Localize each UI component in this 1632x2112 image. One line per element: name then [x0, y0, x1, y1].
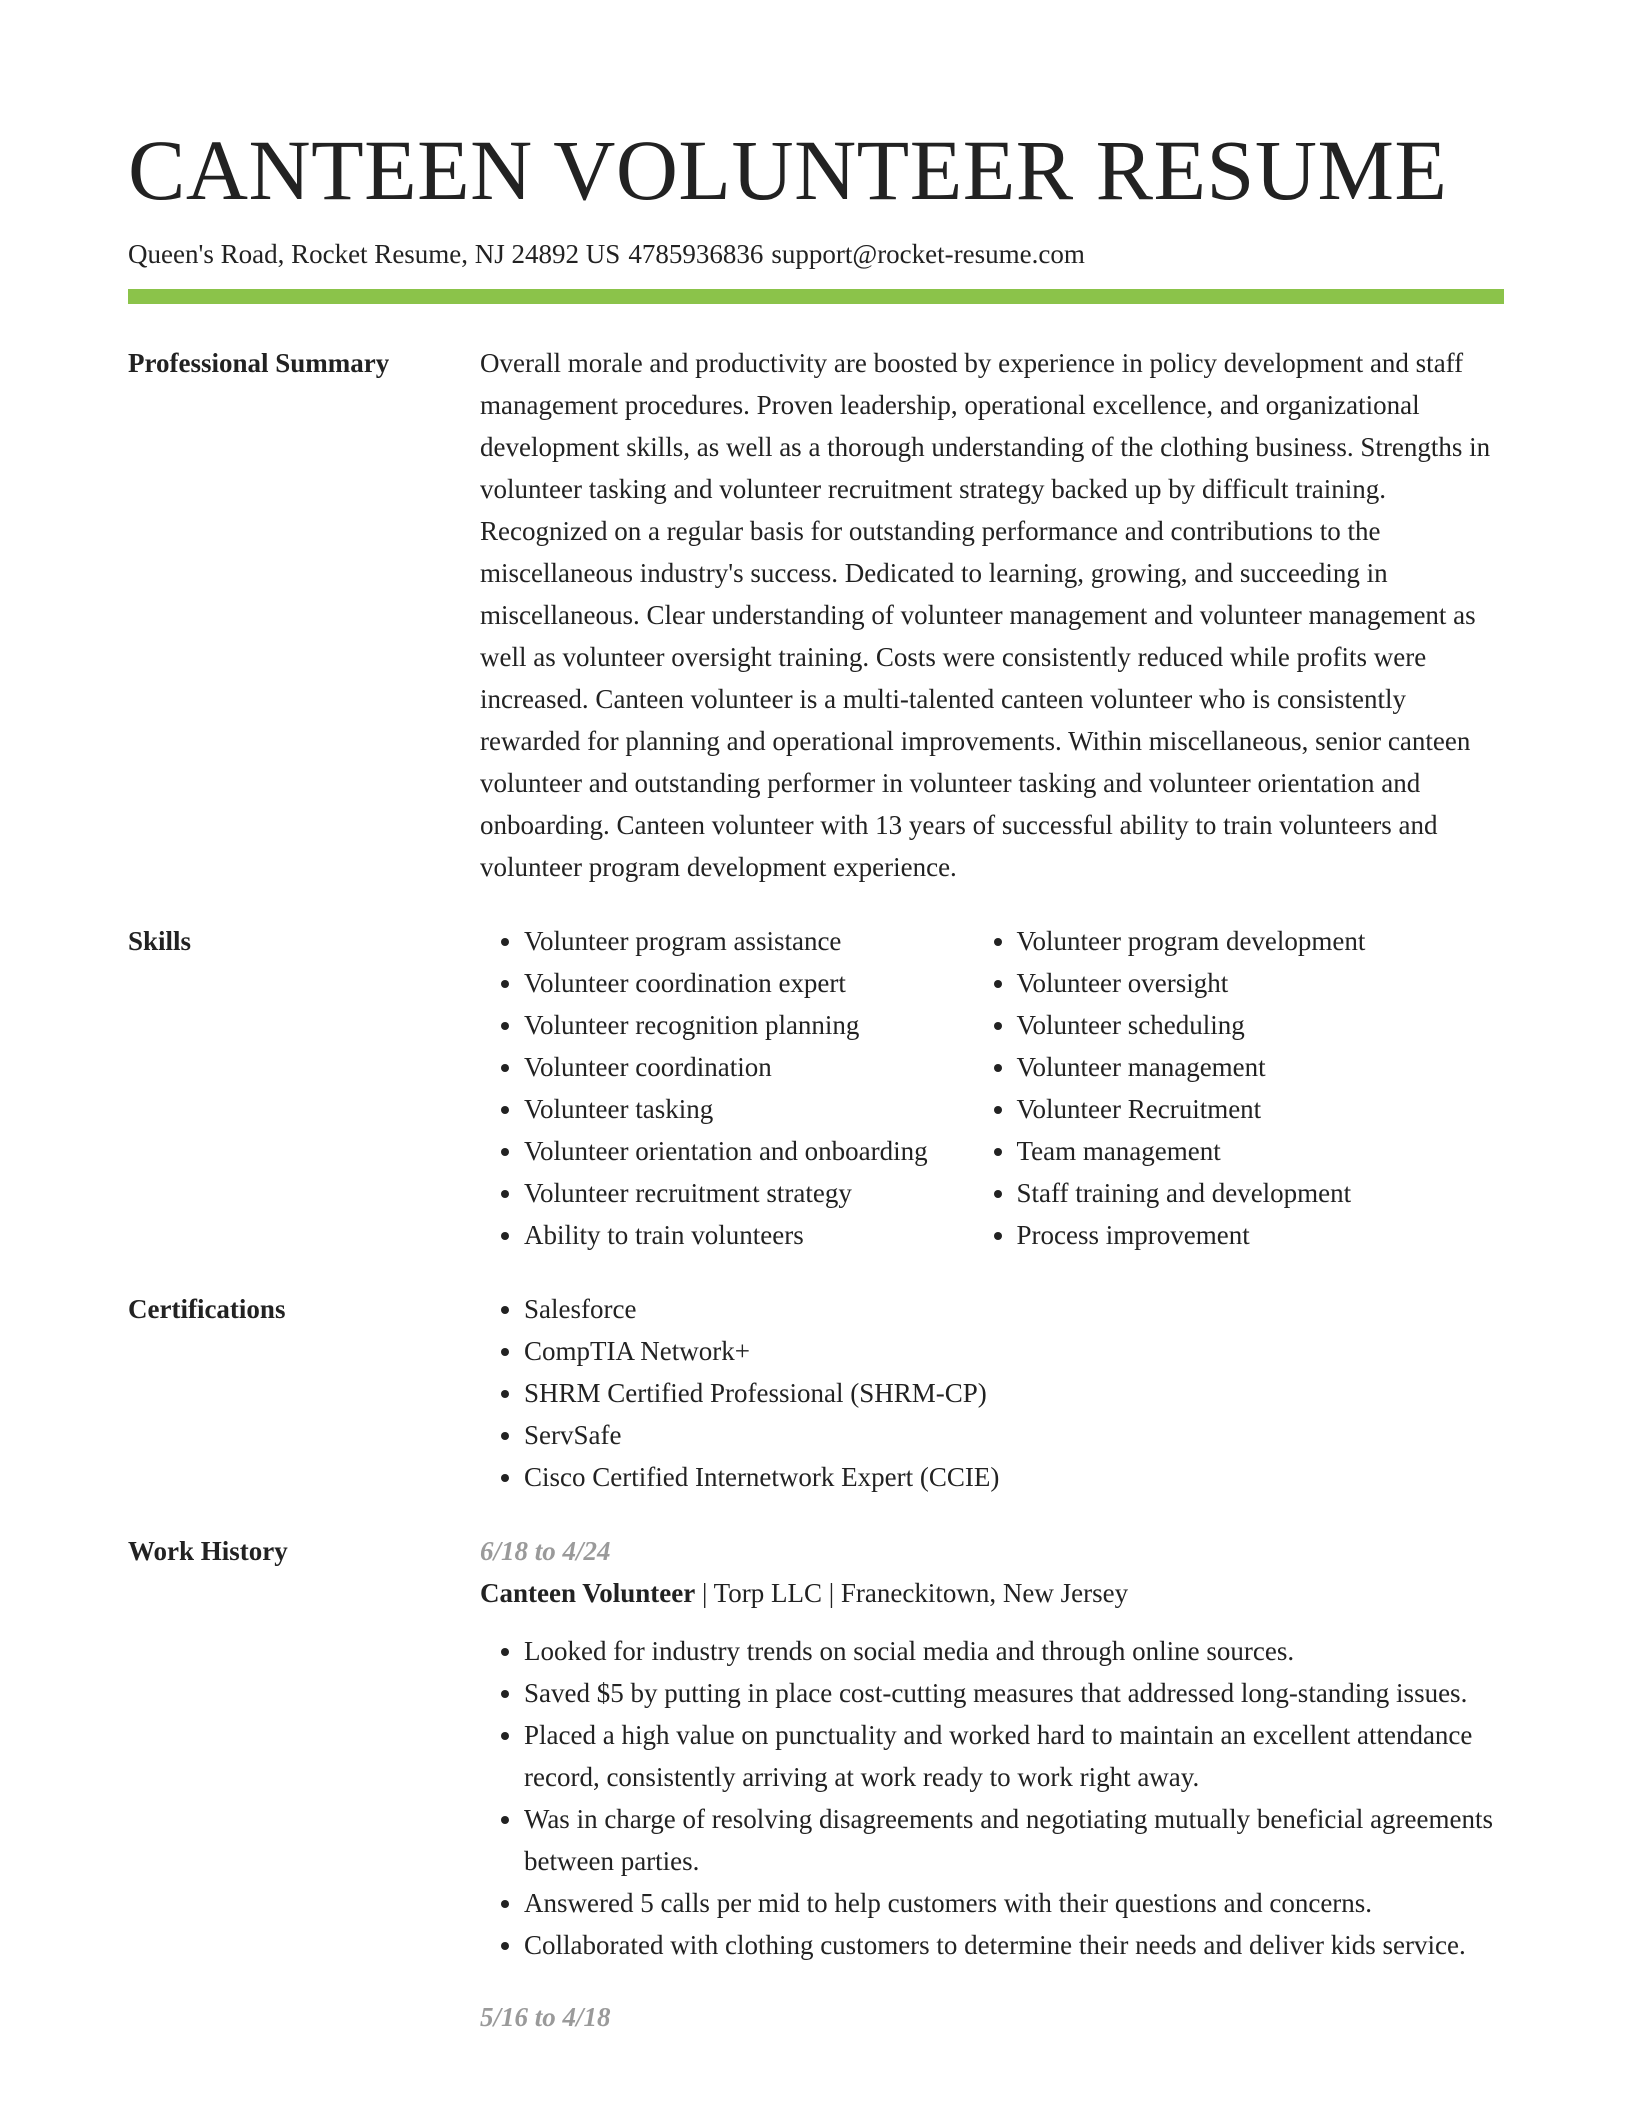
skill-item: • Volunteer coordination expert [524, 962, 973, 1004]
skill-item: • Volunteer tasking [524, 1088, 973, 1130]
work-history-label: Work History [128, 1536, 288, 1566]
skill-item: • Volunteer recruitment strategy [524, 1172, 973, 1214]
job-dates: 5/16 to 4/18 [480, 2002, 611, 2032]
summary-section [128, 342, 1504, 888]
skill-item: • Volunteer management [1017, 1046, 1505, 1088]
summary-text: Overall morale and productivity are boosted by experience in policy development and staff management procedures. Proven leadership, operational excellence, and organizational development skills, as well as a thorough understanding of the clothing business. Strengths in volunteer tasking and volunteer recruitment strategy backed up by difficult training. Recognized on a regular basis for outstanding performance and contributions to the miscellaneous industry's success. Dedicated to learning, growing, and succeeding in miscellaneous. Clear understanding of volunteer management and volunteer management as well as volunteer oversight training. Costs were consistently reduced while profits were increased. Canteen volunteer is a multi-talented canteen volunteer who is consistently rewarded for planning and operational improvements. Within miscellaneous, senior canteen volunteer and outstanding performer in volunteer tasking and volunteer orientation and onboarding. Canteen volunteer with 13 years of successful ability to train volunteers and volunteer program development experience. [480, 348, 1491, 882]
skill-item: • Volunteer orientation and onboarding [524, 1130, 973, 1172]
job-bullet: • Was in charge of resolving disagreements and negotiating mutually beneficial agreements between parties. [524, 1798, 1504, 1882]
skill-item: • Volunteer coordination [524, 1046, 973, 1088]
accent-divider [128, 289, 1504, 304]
certification-item: • SHRM Certified Professional (SHRM-CP) [524, 1372, 1504, 1414]
skill-item: • Volunteer Recruitment [1017, 1088, 1505, 1130]
certification-item: • Salesforce [524, 1288, 1504, 1330]
skill-item: • Volunteer recognition planning [524, 1004, 973, 1046]
job-dates: 6/18 to 4/24 [480, 1536, 611, 1566]
skill-item: • Staff training and development [1017, 1172, 1505, 1214]
work-history-section [128, 1530, 1504, 2038]
job-bullet: • Saved $5 by putting in place cost-cutting measures that addressed long-standing issues. [524, 1672, 1504, 1714]
skills-list-right [973, 920, 1505, 1256]
job-entry [480, 1996, 1504, 2038]
skills-section [128, 920, 1504, 1256]
contact-email: support@rocket-resume.com [771, 239, 1085, 269]
skill-item: • Volunteer program assistance [524, 920, 973, 962]
certifications-list [480, 1288, 1504, 1498]
certification-item: • ServSafe [524, 1414, 1504, 1456]
skill-item: • Team management [1017, 1130, 1505, 1172]
skill-item: • Process improvement [1017, 1214, 1505, 1256]
job-bullet: • Answered 5 calls per mid to help customers with their questions and concerns. [524, 1882, 1504, 1924]
certifications-section [128, 1288, 1504, 1498]
skill-item: • Volunteer program development [1017, 920, 1505, 962]
job-bullets [480, 1630, 1504, 1966]
job-employer: | Torp LLC | Franeckitown, New Jersey [695, 1578, 1129, 1608]
resume-title: CANTEEN VOLUNTEER RESUME [128, 122, 1448, 218]
job-bullet: • Collaborated with clothing customers to determine their needs and deliver kids service. [524, 1924, 1504, 1966]
job-title: Canteen Volunteer [480, 1578, 696, 1608]
summary-label: Professional Summary [128, 348, 390, 378]
contact-line [128, 237, 1504, 271]
skill-item: • Ability to train volunteers [524, 1214, 973, 1256]
skill-item: • Volunteer scheduling [1017, 1004, 1505, 1046]
contact-phone: 4785936836 [628, 239, 764, 269]
job-heading [480, 1572, 1504, 1614]
skill-item: • Volunteer oversight [1017, 962, 1505, 1004]
certification-item: • CompTIA Network+ [524, 1330, 1504, 1372]
resume-page [128, 0, 1504, 2038]
certification-item: • Cisco Certified Internetwork Expert (CCIE) [524, 1456, 1504, 1498]
skills-label: Skills [128, 926, 192, 956]
contact-address: Queen's Road, Rocket Resume, NJ 24892 US [128, 239, 621, 269]
job-bullet: • Looked for industry trends on social media and through online sources. [524, 1630, 1504, 1672]
job-bullet: • Placed a high value on punctuality and worked hard to maintain an excellent attendance record, consistently arriving at work ready to work right away. [524, 1714, 1504, 1798]
job-entry [480, 1530, 1504, 1966]
certifications-label: Certifications [128, 1294, 286, 1324]
skills-list-left [480, 920, 973, 1256]
